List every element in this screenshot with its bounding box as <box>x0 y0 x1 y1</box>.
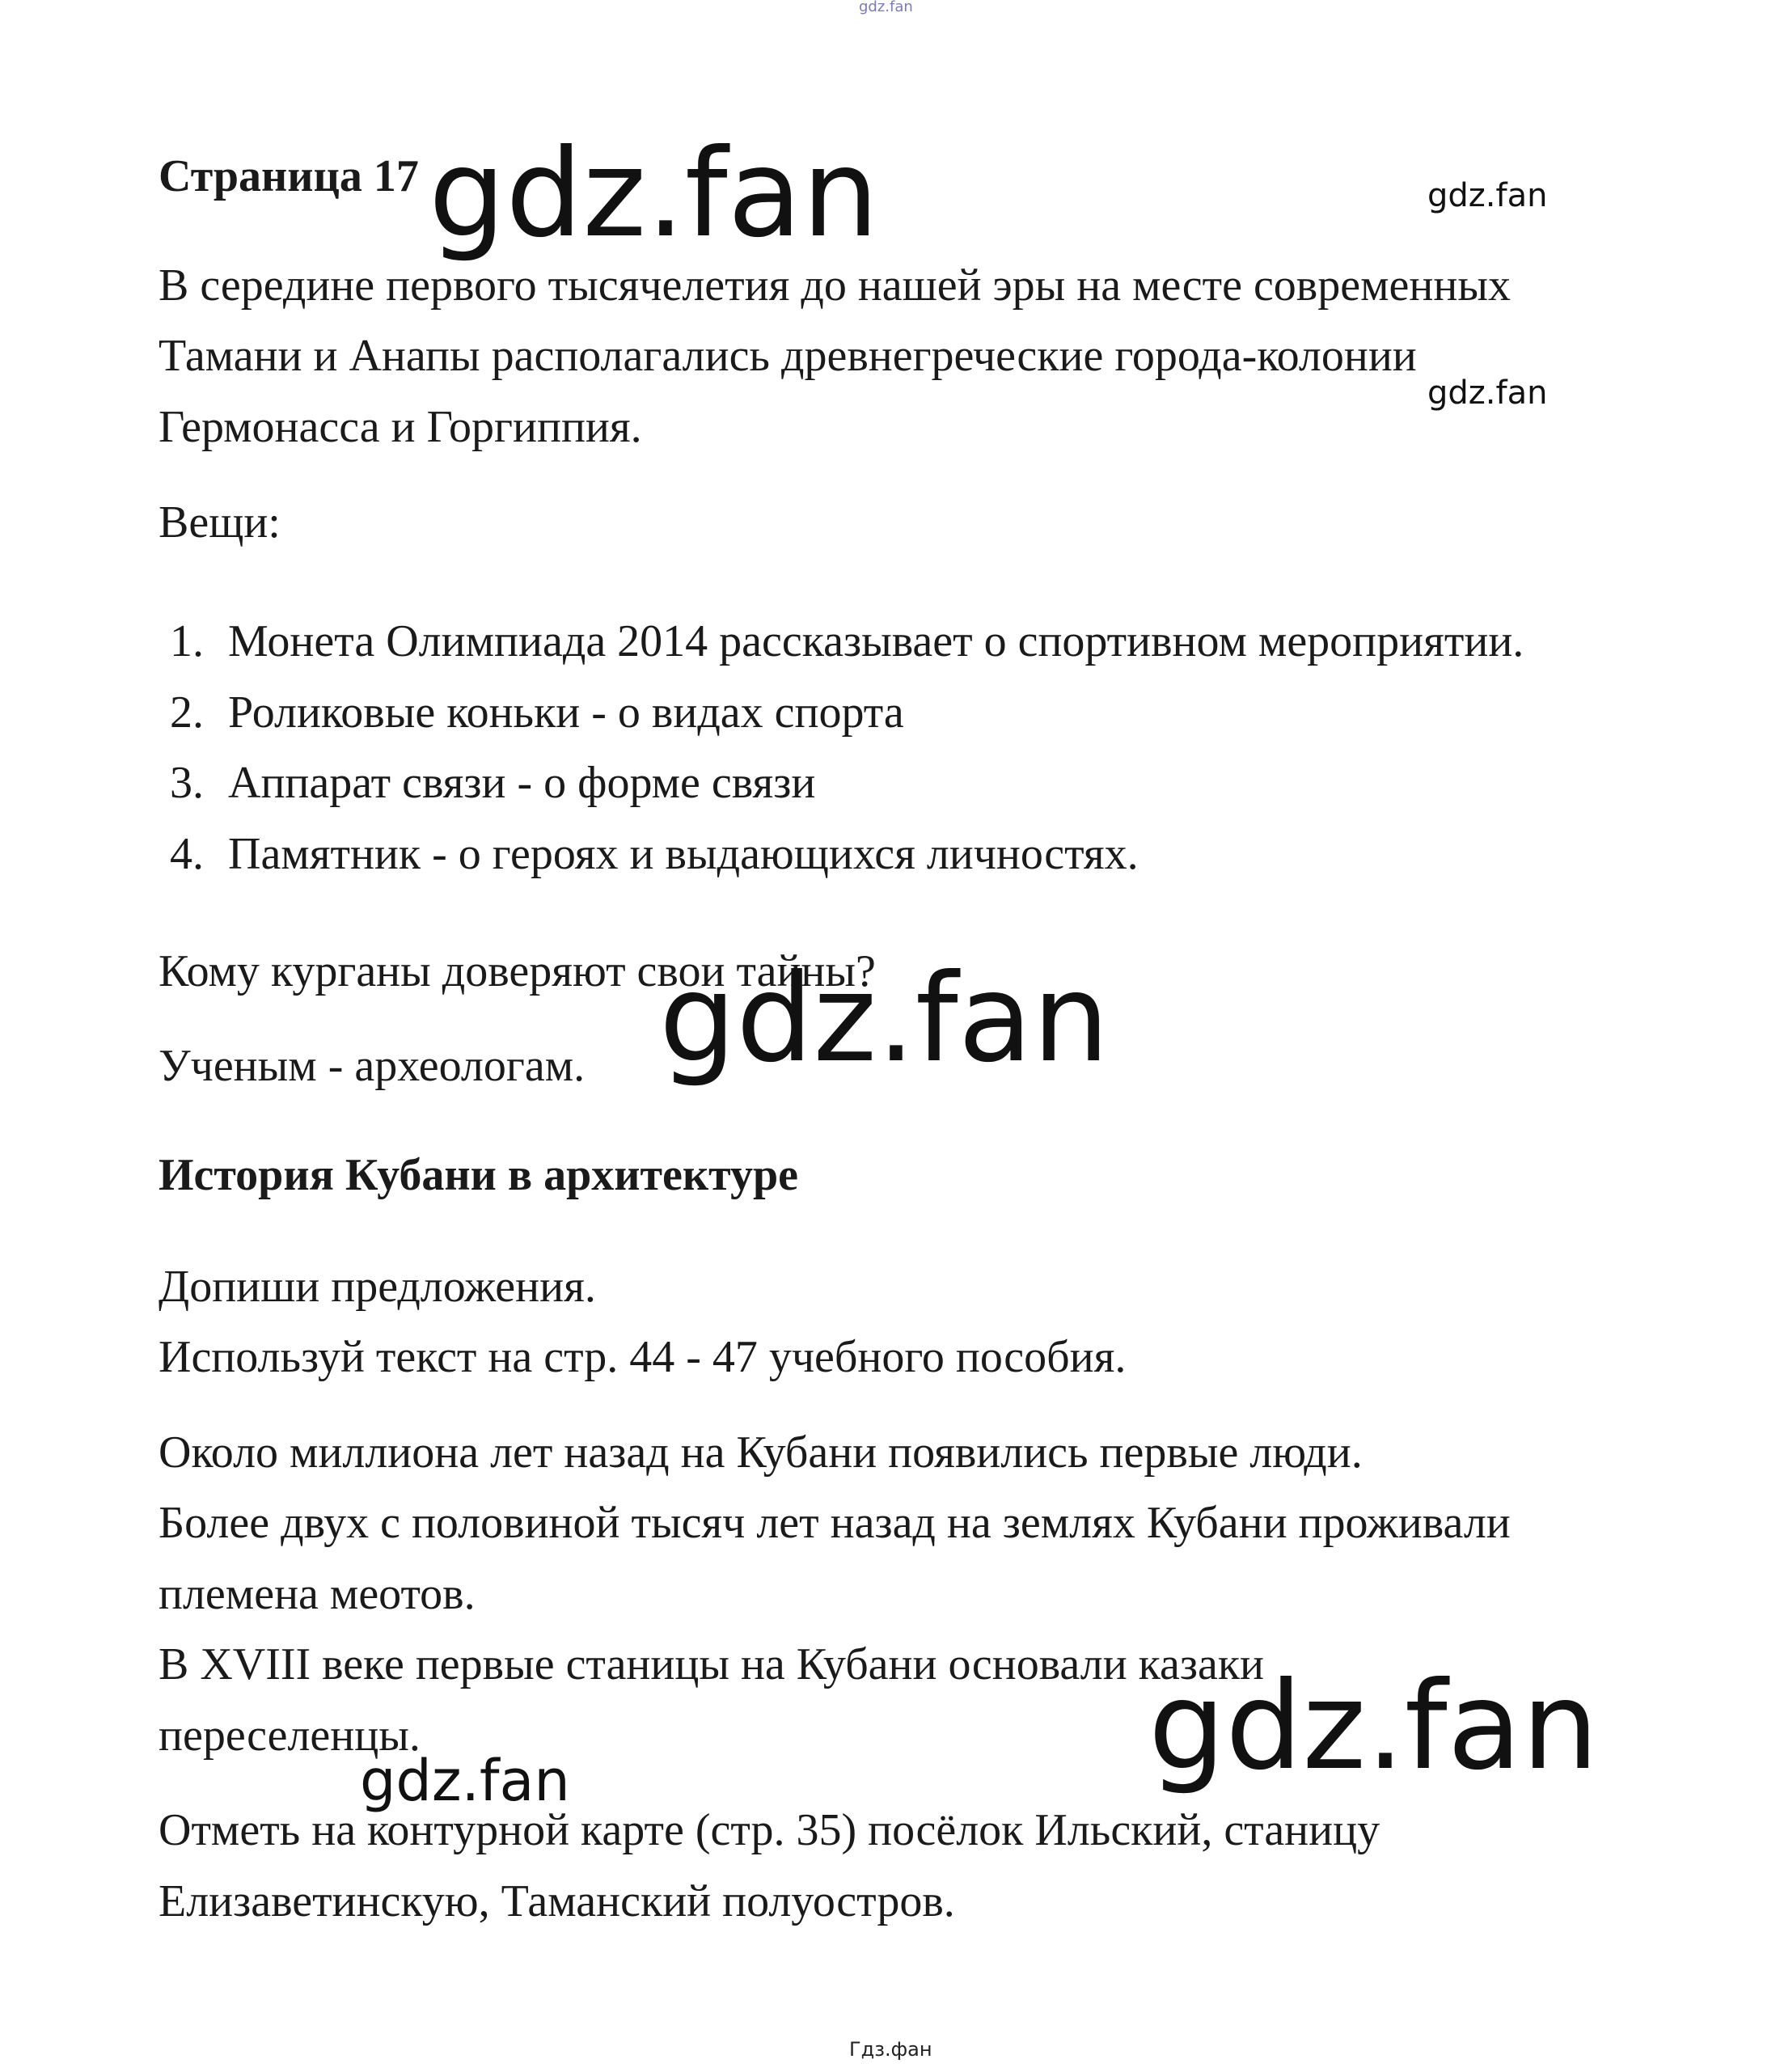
list-number: 4. <box>170 829 204 879</box>
task-line: Допиши предложения. <box>159 1262 596 1312</box>
top-watermark: gdz.fan <box>859 0 913 15</box>
watermark-large: gdz.fan <box>1148 1656 1599 1797</box>
list-item: Монета Олимпиада 2014 рассказывает о спортивном мероприятии. <box>228 616 1524 666</box>
list-item: Роликовые коньки - о видах спорта <box>228 687 904 738</box>
paragraph-line: Елизаветинскую, Таманский полуостров. <box>159 1876 955 1926</box>
watermark-large: gdz.fan <box>429 124 879 264</box>
paragraph-line: переселенцы. <box>159 1710 421 1761</box>
things-label: Вещи: <box>159 497 281 548</box>
watermark-medium: gdz.fan <box>360 1748 570 1814</box>
footer-watermark: Гдз.фан <box>849 2038 932 2061</box>
watermark-small: gdz.fan <box>1427 374 1548 412</box>
task-line: Используй текст на стр. 44 - 47 учебного пособия. <box>159 1332 1127 1382</box>
answer-text: Ученым - археологам. <box>159 1041 586 1091</box>
watermark-large: gdz.fan <box>659 949 1110 1089</box>
paragraph-line: В XVIII веке первые станицы на Кубани основали казаки <box>159 1639 1265 1689</box>
question-text: Кому курганы доверяют свои тайны? <box>159 946 876 996</box>
paragraph-line: Более двух с половиной тысяч лет назад на землях Кубани проживали <box>159 1498 1511 1548</box>
list-item: Аппарат связи - о форме связи <box>228 758 816 808</box>
paragraph-line: Тамани и Анапы располагались древнегреческие города-колонии <box>159 331 1417 381</box>
paragraph-line: Отметь на контурной карте (стр. 35) посёлок Ильский, станицу <box>159 1805 1380 1855</box>
list-number: 2. <box>170 687 204 738</box>
page-heading: Страница 17 <box>159 151 419 201</box>
list-item: Памятник - о героях и выдающихся личностях. <box>228 829 1139 879</box>
watermark-small: gdz.fan <box>1427 177 1548 214</box>
list-number: 3. <box>170 758 204 808</box>
section-heading: История Кубани в архитектуре <box>159 1150 798 1200</box>
paragraph-line: Гермонасса и Горгиппия. <box>159 402 642 452</box>
paragraph-line: племена меотов. <box>159 1569 476 1619</box>
list-number: 1. <box>170 616 204 666</box>
paragraph-line: Около миллиона лет назад на Кубани появились первые люди. <box>159 1427 1363 1478</box>
paragraph-line: В середине первого тысячелетия до нашей эры на месте современных <box>159 260 1511 311</box>
